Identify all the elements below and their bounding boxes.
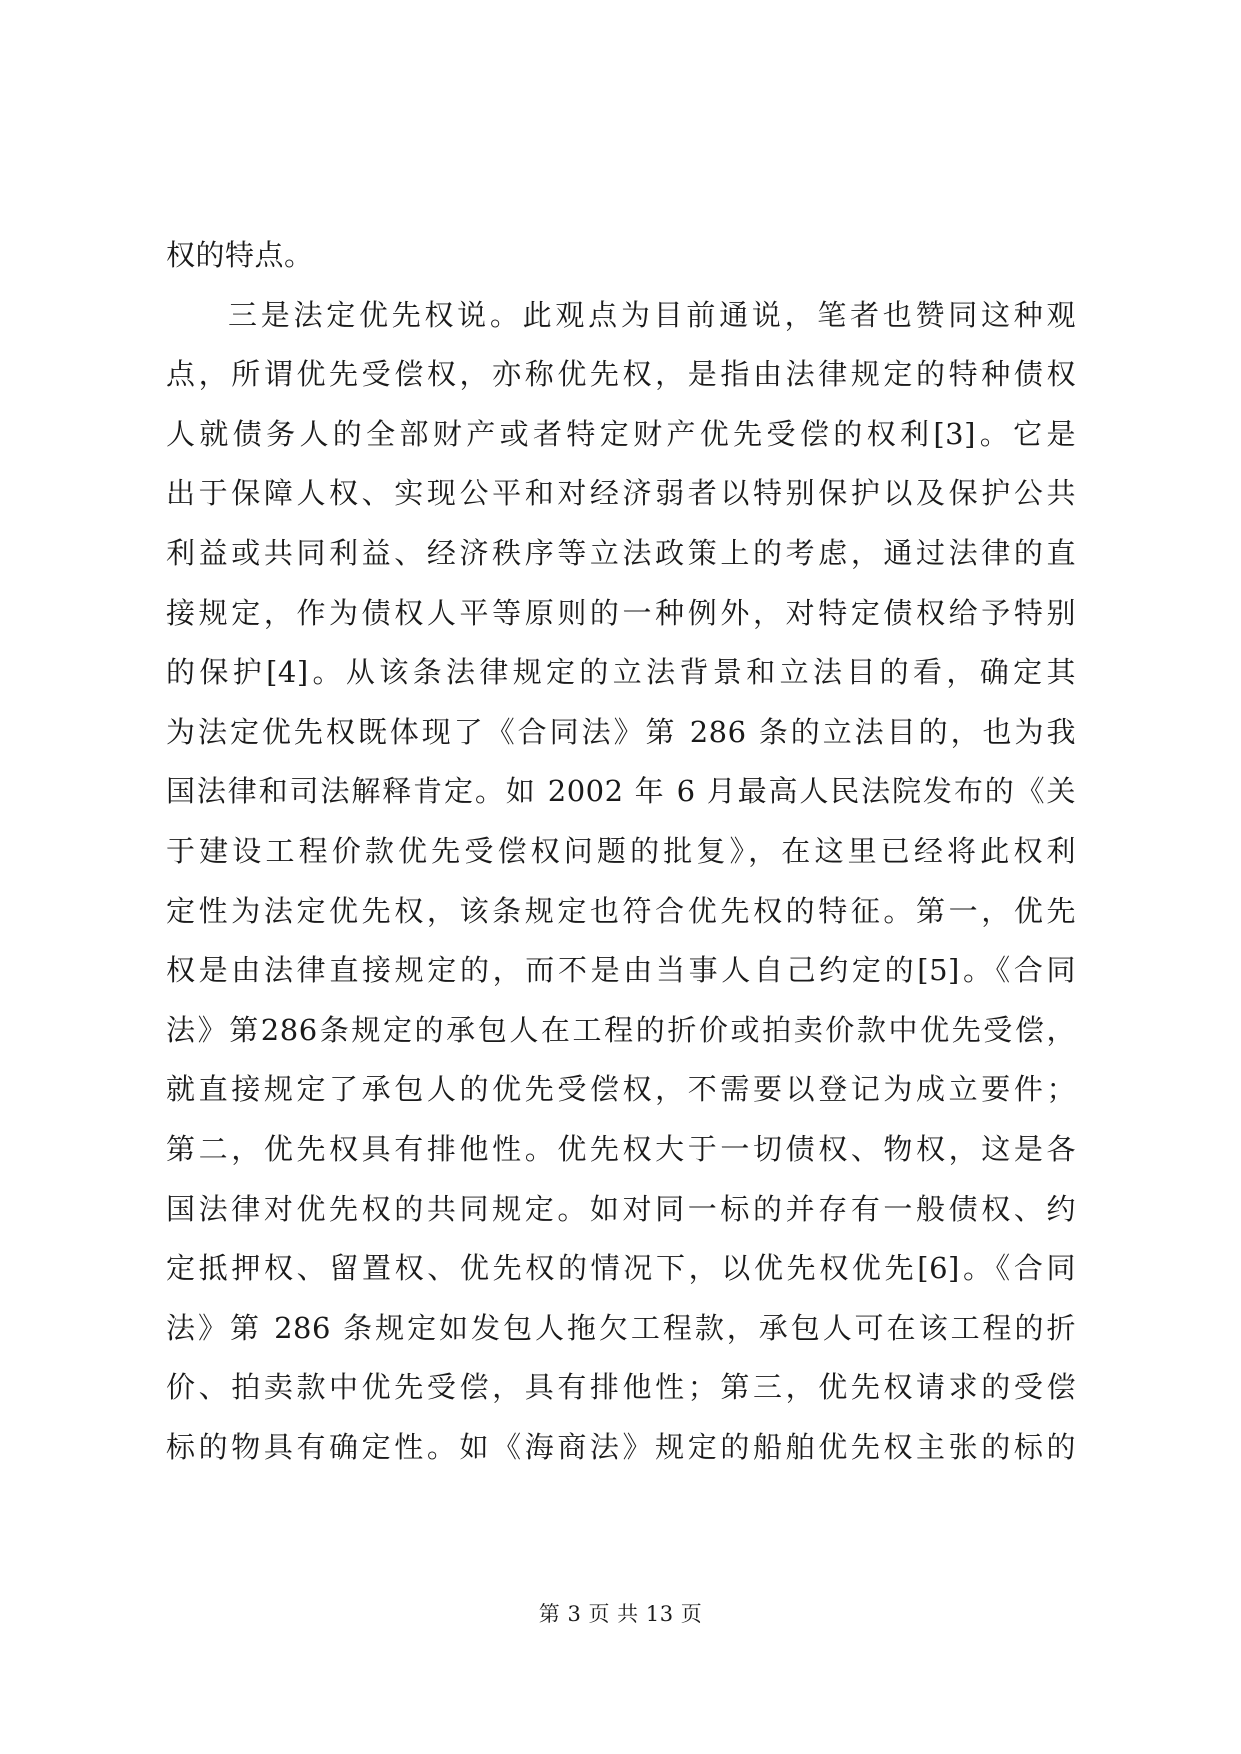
paragraph-line: 定性为法定优先权，该条规定也符合优先权的特征。第一，优先 xyxy=(166,893,1076,928)
paragraph-line: 国法律和司法解释肯定。如 2002 年 6 月最高人民法院发布的《关 xyxy=(166,774,1076,809)
paragraph-line: 法》第286条规定的承包人在工程的折价或拍卖价款中优先受偿， xyxy=(166,1012,1076,1047)
paragraph-line: 标的物具有确定性。如《海商法》规定的船舶优先权主张的标的 xyxy=(166,1429,1076,1464)
paragraph-line: 法》第 286 条规定如发包人拖欠工程款，承包人可在该工程的折 xyxy=(166,1310,1076,1345)
body-text xyxy=(166,226,1076,1477)
paragraph-line: 权是由法律直接规定的，而不是由当事人自己约定的[5]。《合同 xyxy=(166,953,1076,988)
paragraph-line: 出于保障人权、实现公平和对经济弱者以特别保护以及保护公共 xyxy=(166,476,1076,511)
paragraph-line: 接规定，作为债权人平等原则的一种例外，对特定债权给予特别 xyxy=(166,595,1076,630)
paragraph-line: 点，所谓优先受偿权，亦称优先权，是指由法律规定的特种债权 xyxy=(166,357,1076,392)
paragraph-line: 价、拍卖款中优先受偿，具有排他性；第三，优先权请求的受偿 xyxy=(166,1370,1076,1405)
paragraph-line: 的保护[4]。从该条法律规定的立法背景和立法目的看，确定其 xyxy=(166,655,1076,690)
paragraph-line: 定抵押权、留置权、优先权的情况下，以优先权优先[6]。《合同 xyxy=(166,1251,1076,1286)
paragraph-line: 利益或共同利益、经济秩序等立法政策上的考虑，通过法律的直 xyxy=(166,535,1076,570)
paragraph-line: 权的特点。 xyxy=(166,238,314,272)
paragraph-line: 国法律对优先权的共同规定。如对同一标的并存有一般债权、约 xyxy=(166,1191,1076,1226)
paragraph-line: 第二，优先权具有排他性。优先权大于一切债权、物权，这是各 xyxy=(166,1131,1076,1166)
paragraph-line: 三是法定优先权说。此观点为目前通说，笔者也赞同这种观 xyxy=(228,297,1076,332)
paragraph-line: 为法定优先权既体现了《合同法》第 286 条的立法目的，也为我 xyxy=(166,714,1076,749)
paragraph-line: 于建设工程价款优先受偿权问题的批复》，在这里已经将此权利 xyxy=(166,833,1076,868)
page-number-footer: 第 3 页 共 13 页 xyxy=(538,1602,703,1626)
paragraph-line: 人就债务人的全部财产或者特定财产优先受偿的权利[3]。它是 xyxy=(166,416,1076,451)
paragraph-line: 就直接规定了承包人的优先受偿权，不需要以登记为成立要件； xyxy=(166,1072,1076,1107)
